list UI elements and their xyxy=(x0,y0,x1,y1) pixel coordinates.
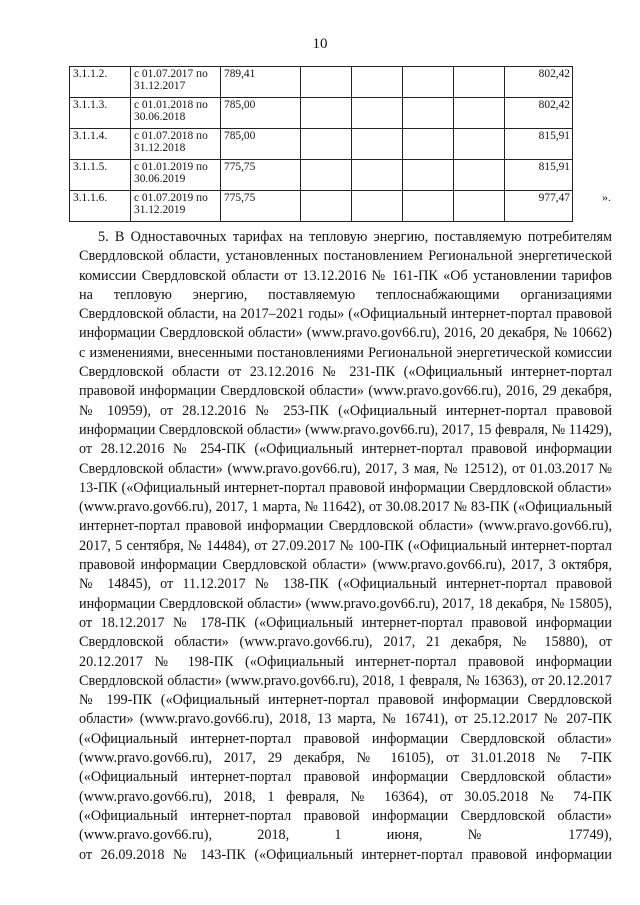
empty-cell xyxy=(301,129,352,160)
empty-cell xyxy=(352,98,403,129)
tariff-table-body xyxy=(70,67,573,222)
empty-cell xyxy=(403,67,454,98)
row-number-cell: 3.1.1.6. xyxy=(70,191,131,222)
row-number-cell: 3.1.1.4. xyxy=(70,129,131,160)
paragraph-continuation: от 26.09.2018 № 143-ПК («Официальный интернет-портал правовой информации xyxy=(79,846,612,863)
tariff-value-cell: 789,41 xyxy=(221,67,301,98)
row-number-cell: 3.1.1.3. xyxy=(70,98,131,129)
tariff-value-cell: 775,75 xyxy=(221,191,301,222)
empty-cell xyxy=(454,129,505,160)
empty-cell xyxy=(403,98,454,129)
tariff-value-cell: 775,75 xyxy=(221,160,301,191)
tariff-value-cell: 785,00 xyxy=(221,98,301,129)
final-value-cell: 815,91 xyxy=(505,129,573,160)
page-number: 10 xyxy=(312,36,328,52)
empty-cell xyxy=(352,129,403,160)
empty-cell xyxy=(301,160,352,191)
empty-cell xyxy=(403,191,454,222)
empty-cell xyxy=(403,129,454,160)
table-row xyxy=(70,67,573,98)
tariff-table xyxy=(69,66,573,222)
table-row xyxy=(70,129,573,160)
empty-cell xyxy=(454,160,505,191)
empty-cell xyxy=(352,160,403,191)
period-cell: с 01.07.2018 по 31.12.2018 xyxy=(131,129,221,160)
body-text xyxy=(79,228,612,865)
empty-cell xyxy=(403,160,454,191)
final-value-cell: 815,91 xyxy=(505,160,573,191)
final-value-cell: 802,42 xyxy=(505,98,573,129)
empty-cell xyxy=(454,191,505,222)
period-cell: с 01.01.2019 по 30.06.2019 xyxy=(131,160,221,191)
row-number-cell: 3.1.1.2. xyxy=(70,67,131,98)
table-row xyxy=(70,98,573,129)
paragraph-5: 5. В Одноставочных тарифах на тепловую энергию, поставляемую потребителям Свердловской области, установленных постановлением Региональной энергетической комиссии Свердловской области от 13.12.2016 № 161-ПК «Об установлении тарифов на тепловую энергию, поставляемую теплоснабжающими организациями Свердловской области, на 2017–2021 годы» («Официальный интернет-портал правовой информации Свердловской области» (www.pravo.gov66.ru), 2016, 20 декабря, № 10662) с изменениями, внесенными постановлениями Региональной энергетической комиссии Свердловской области от 23.12.2016 № 231-ПК («Официальный интернет-портал правовой информации Свердловской области» (www.pravo.gov66.ru), 2016, 29 декабря, № 10959), от 28.12.2016 № 253-ПК («Официальный интернет-портал правовой информации Свердловской области» (www.pravo.gov66.ru), 2017, 15 февраля, № 11429), от 28.12.2016 № 254-ПК («Официальный интернет-портал правовой информации Свердловской области» (www.pravo.gov66.ru), 2017, 3 мая, № 12512), от 01.03.2017 № 13-ПК («Официальный интернет-портал правовой информации Свердловской области» (www.pravo.gov66.ru), 2017, 1 марта, № 11642), от 30.08.2017 № 83-ПК («Официальный интернет-портал правовой информации Свердловской области» (www.pravo.gov66.ru), 2017, 5 сентября, № 14484), от 27.09.2017 № 100-ПК («Официальный интернет-портал правовой информации Свердловской области» (www.pravo.gov66.ru), 2017, 3 октября, № 14845), от 11.12.2017 № 138-ПК («Официальный интернет-портал правовой информации Свердловской области» (www.pravo.gov66.ru), 2017, 18 декабря, № 15805), от 18.12.2017 № 178-ПК («Официальный интернет-портал правовой информации Свердловской области» (www.pravo.gov66.ru), 2017, 21 декабря, № 15880), от 20.12.2017 № 198-ПК («Официальный интернет-портал правовой информации Свердловской области» (www.pravo.gov66.ru), 2018, 1 февраля, № 16363), от 20.12.2017 № 199-ПК («Официальный интернет-портал правовой информации Свердловской области» (www.pravo.gov66.ru), 2018, 13 марта, № 16741), от 25.12.2017 № 207-ПК («Официальный интернет-портал правовой информации Свердловской области» (www.pravo.gov66.ru), 2017, 29 декабря, № 16105), от 31.01.2018 № 7-ПК («Официальный интернет-портал правовой информации Свердловской области» (www.pravo.gov66.ru), 2018, 1 февраля, № 16364), от 30.05.2018 № 74-ПК («Официальный интернет-портал правовой информации Свердловской области» (www.pravo.gov66.ru), 2018, 1 июня, № 17749), xyxy=(79,229,612,844)
final-value-cell: 977,47 xyxy=(505,191,573,222)
empty-cell xyxy=(454,67,505,98)
empty-cell xyxy=(352,67,403,98)
final-value-cell: 802,42 xyxy=(505,67,573,98)
empty-cell xyxy=(454,98,505,129)
period-cell: с 01.07.2017 по 31.12.2017 xyxy=(131,67,221,98)
empty-cell xyxy=(301,67,352,98)
row-number-cell: 3.1.1.5. xyxy=(70,160,131,191)
period-cell: с 01.07.2019 по 31.12.2019 xyxy=(131,191,221,222)
empty-cell xyxy=(352,191,403,222)
table-closing-mark: ». xyxy=(602,190,611,204)
period-cell: с 01.01.2018 по 30.06.2018 xyxy=(131,98,221,129)
empty-cell xyxy=(301,98,352,129)
tariff-value-cell: 785,00 xyxy=(221,129,301,160)
empty-cell xyxy=(301,191,352,222)
table-row xyxy=(70,191,573,222)
table-row xyxy=(70,160,573,191)
